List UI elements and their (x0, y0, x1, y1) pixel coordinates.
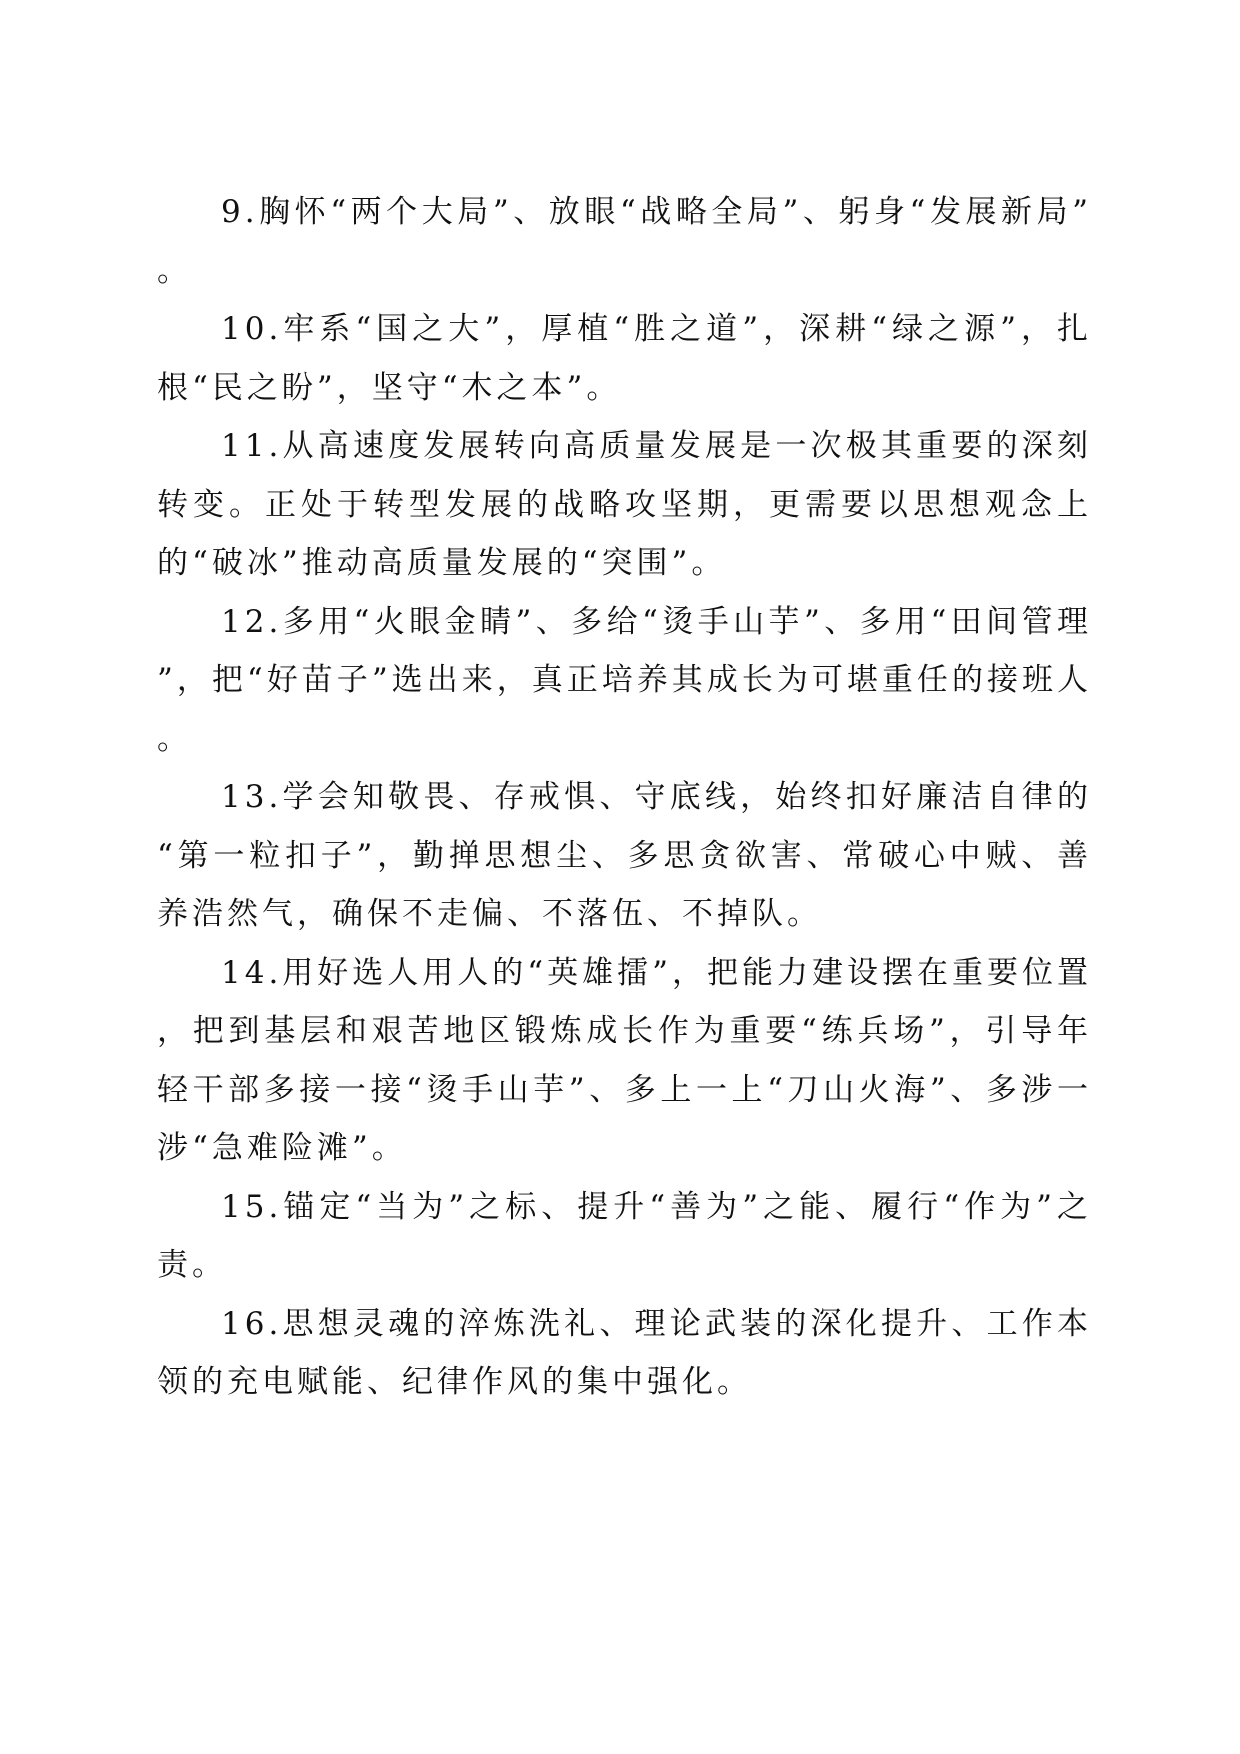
paragraph-12: 12.多用“火眼金睛”、多给“烫手山芋”、多用“田间管理”，把“好苗子”选出来，真正培养其成长为可堪重任的接班人。 (157, 603, 1092, 757)
document-body (157, 183, 1092, 1412)
paragraph-11: 11.从高速度发展转向高质量发展是一次极其重要的深刻转变。正处于转型发展的战略攻坚期，更需要以思想观念上的“破冰”推动高质量发展的“突围”。 (157, 428, 1092, 581)
paragraph-13: 13.学会知敬畏、存戒惧、守底线，始终扣好廉洁自律的“第一粒扣子”，勤掸思想尘、多思贪欲害、常破心中贼、善养浩然气，确保不走偏、不落伍、不掉队。 (157, 779, 1092, 932)
paragraph-10: 10.牢系“国之大”，厚植“胜之道”，深耕“绿之源”，扎根“民之盼”，坚守“木之本”。 (157, 311, 1092, 406)
paragraph-15: 15.锚定“当为”之标、提升“善为”之能、履行“作为”之责。 (157, 1188, 1092, 1283)
paragraph-14: 14.用好选人用人的“英雄擂”，把能力建设摆在重要位置，把到基层和艰苦地区锻炼成长作为重要“练兵场”，引导年轻干部多接一接“烫手山芋”、多上一上“刀山火海”、多涉一涉“急难险滩”。 (157, 954, 1092, 1166)
paragraph-9: 9.胸怀“两个大局”、放眼“战略全局”、躬身“发展新局”。 (157, 194, 1092, 289)
paragraph-16: 16.思想灵魂的淬炼洗礼、理论武装的深化提升、工作本领的充电赋能、纪律作风的集中强化。 (157, 1305, 1092, 1400)
